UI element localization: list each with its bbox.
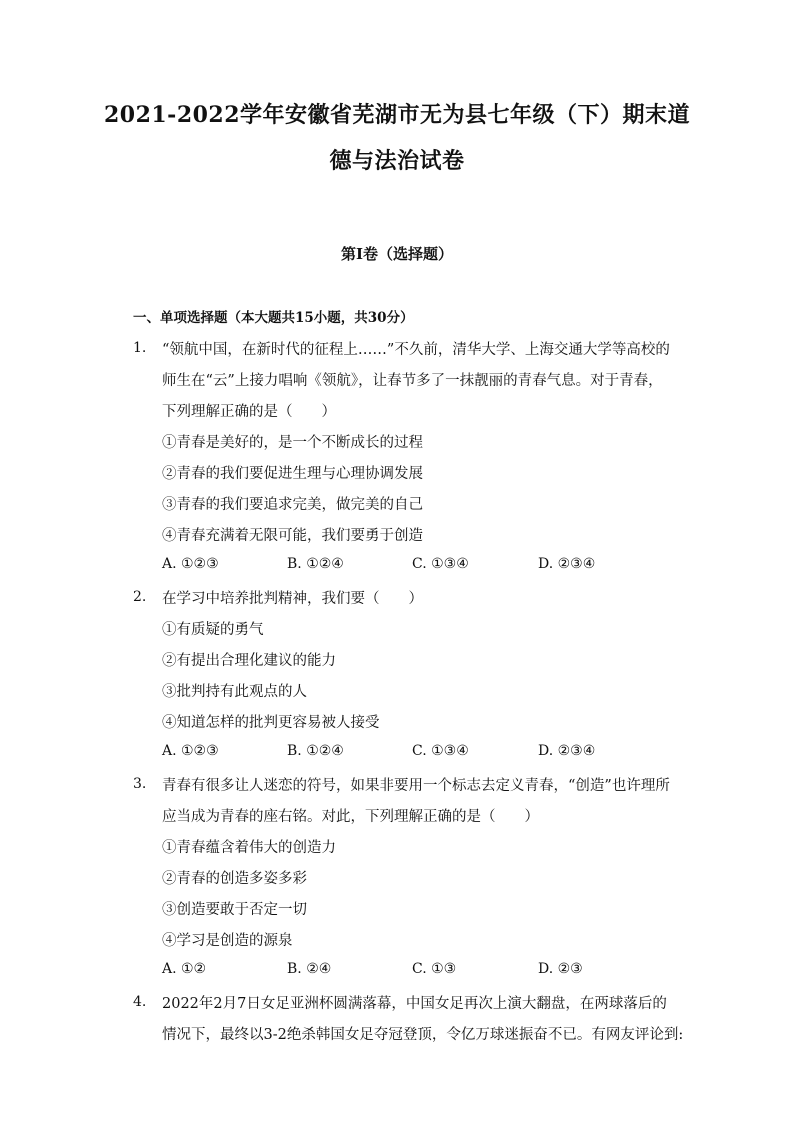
statement-item: ④青春充满着无限可能，我们要勇于创造 — [162, 528, 423, 544]
question-text-line: 应当成为青春的座右铭。对此，下列理解正确的是（ ） — [162, 809, 539, 825]
statement-item: ②青春的创造多姿多彩 — [162, 871, 307, 887]
question-number: 2. — [133, 589, 147, 605]
question-number: 4. — [133, 994, 147, 1010]
statement-item: ④知道怎样的批判更容易被人接受 — [162, 715, 380, 731]
option-a: A. ①②③ — [162, 556, 219, 572]
question-text-line: 2022年2月7日女足亚洲杯圆满落幕，中国女足再次上演大翻盘，在两球落后的 — [162, 996, 667, 1012]
statement-item: ①有质疑的勇气 — [162, 622, 264, 638]
exam-title-line2: 德与法治试卷 — [329, 148, 465, 174]
statement-item: ④学习是创造的源泉 — [162, 933, 293, 949]
exam-title-line1: 2021-2022学年安徽省芜湖市无为县七年级（下）期末道 — [103, 102, 691, 128]
option-d: D. ②③④ — [538, 743, 596, 759]
question-text-line: 情况下，最终以3-2绝杀韩国女足夺冠登顶，令亿万球迷振奋不已。有网友评论到: — [162, 1027, 684, 1043]
question-number: 1. — [133, 340, 147, 356]
volume-heading: 第I卷（选择题） — [340, 245, 454, 263]
statement-item: ②有提出合理化建议的能力 — [162, 653, 336, 669]
question-text-line: 师生在“云”上接力唱响《领航》，让春节多了一抹靓丽的青春气息。对于青春， — [162, 373, 663, 389]
question-text-line: 下列理解正确的是（ ） — [162, 404, 336, 420]
option-c: C. ①③ — [412, 961, 457, 977]
option-d: D. ②③④ — [538, 556, 596, 572]
statement-item: ③创造要敢于否定一切 — [162, 902, 307, 918]
option-c: C. ①③④ — [412, 743, 469, 759]
option-a: A. ①②③ — [162, 743, 219, 759]
option-b: B. ①②④ — [287, 743, 344, 759]
question-text-line: 青春有很多让人迷恋的符号，如果非要用一个标志去定义青春，“创造”也许理所 — [162, 778, 670, 794]
question-text-line: “领航中国，在新时代的征程上……”不久前，清华大学、上海交通大学等高校的 — [162, 342, 670, 358]
section-heading: 一、单项选择题（本大题共15小题，共30分） — [133, 310, 414, 326]
option-b: B. ②④ — [287, 961, 332, 977]
statement-item: ②青春的我们要促进生理与心理协调发展 — [162, 466, 423, 482]
option-a: A. ①② — [162, 961, 207, 977]
question-number: 3. — [133, 776, 147, 792]
statement-item: ③批判持有此观点的人 — [162, 684, 307, 700]
statement-item: ①青春蕴含着伟大的创造力 — [162, 840, 336, 856]
statement-item: ③青春的我们要追求完美，做完美的自己 — [162, 497, 423, 513]
question-text-line: 在学习中培养批判精神，我们要（ ） — [162, 591, 423, 607]
option-c: C. ①③④ — [412, 556, 469, 572]
option-b: B. ①②④ — [287, 556, 344, 572]
option-d: D. ②③ — [538, 961, 583, 977]
statement-item: ①青春是美好的，是一个不断成长的过程 — [162, 435, 423, 451]
